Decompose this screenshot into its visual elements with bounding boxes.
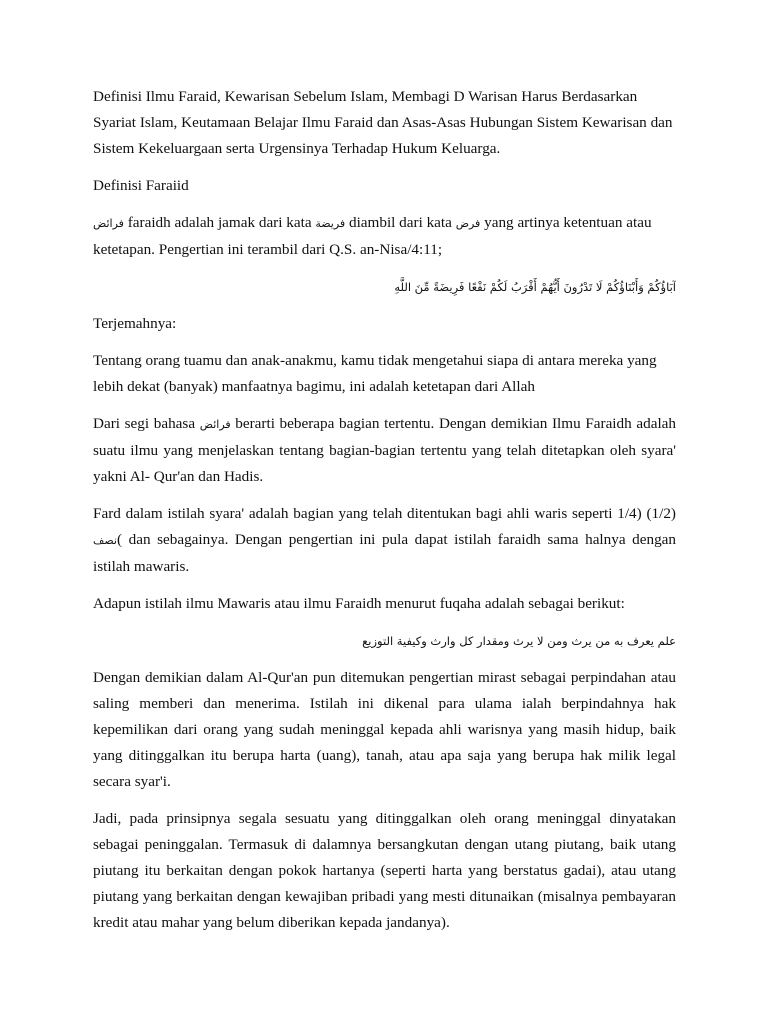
paragraph-adapun: Adapun istilah ilmu Mawaris atau ilmu Faraidh menurut fuqaha adalah sebagai berikut:: [93, 595, 625, 612]
text-segment: faraidh adalah jamak dari kata: [123, 214, 316, 231]
heading-definisi-faraiid: Definisi Faraiid: [93, 177, 189, 194]
verse-translation: Tentang orang tuamu dan anak-anakmu, kamu tidak mengetahui siapa di antara mereka yang lebih dekat (banyak) manfaatnya bagimu, ini adalah ketetapan dari Allah: [93, 352, 657, 395]
arabic-word-fard: فرض: [455, 217, 481, 230]
paragraph-fard-istilah: [93, 501, 676, 580]
terjemahnya-label: Terjemahnya:: [93, 315, 177, 332]
text-segment: berarti beberapa bagian tertentu. Dengan demikian Ilmu Faraidh adalah suatu ilmu yang menjelaskan tentang bagian-bagian tertentu yang telah ditetapkan oleh syara' yakni Al- Qur'an dan Hadis.: [93, 415, 676, 485]
text-segment: ( dan sebagainya. Dengan pengertian ini pula dapat istilah faraidh sama halnya dengan istilah mawaris.: [93, 531, 676, 575]
arabic-word-faraid: فرائض: [93, 217, 124, 230]
text-segment: yang artinya ketentuan atau ketetapan. Pengertian ini terambil dari Q.S. an-Nisa/4:11;: [93, 214, 652, 258]
text-segment: Dari segi bahasa: [93, 415, 200, 432]
document-title-paragraph: Definisi Ilmu Faraid, Kewarisan Sebelum Islam, Membagi D Warisan Harus Berdasarkan Syariat Islam, Keutamaan Belajar Ilmu Faraid dan Asas-Asas Hubungan Sistem Kewarisan dan Sistem Kekeluargaan serta Urgensinya Terhadap Hukum Keluarga.: [93, 88, 673, 157]
text-segment: Fard dalam istilah syara' adalah bagian yang telah ditentukan bagi ahli waris seperti 1/4) (1/2): [93, 505, 676, 522]
paragraph-al-quran-mirast: Dengan demikian dalam Al-Qur'an pun ditemukan pengertian mirast sebagai perpindahan atau saling memberi dan menerima. Istilah ini dikenal para ulama ialah berpindahnya hak kepemilikan dari orang yang sudah meninggal kepada ahli warisnya yang masih hidup, baik yang ditinggalkan itu berupa harta (uang), tanah, atau apa saja yang berupa hak milik legal secara syar'i.: [93, 669, 676, 790]
arabic-word-nisf: نصف: [93, 534, 117, 547]
arabic-definition-line: علم يعرف به من يرث ومن لا يرث ومقدار كل وارث وكيفية التوزيع: [362, 634, 676, 648]
paragraph-jadi-prinsipnya: Jadi, pada prinsipnya segala sesuatu yang ditinggalkan oleh orang meninggal dinyatakan sebagai peninggalan. Termasuk di dalamnya bersangkutan dengan utang piutang, baik utang piutang itu berkaitan dengan pokok hartanya (seperti harta yang berstatus gadai), atau utang piutang yang berkaitan dengan kewajiban pribadi yang mesti ditunaikan (misalnya pembayaran kredit atau mahar yang belum diberikan kepada jandanya).: [93, 810, 676, 931]
paragraph-faraidh-definition: [93, 210, 676, 263]
arabic-word-faridah: فريضة: [315, 217, 346, 230]
text-segment: diambil dari kata: [345, 214, 456, 231]
document-page: [93, 84, 676, 947]
arabic-word-faraid: فرائض: [199, 418, 231, 431]
quran-verse-arabic: آبَاؤُكُمْ وَأَبْنَاؤُكُمْ لَا تَدْرُونَ أَيُّهُمْ أَقْرَبُ لَكُمْ نَفْعًا فَرِيضَةً مِّنَ اللَّهِ: [394, 280, 676, 294]
paragraph-segi-bahasa: [93, 411, 676, 490]
